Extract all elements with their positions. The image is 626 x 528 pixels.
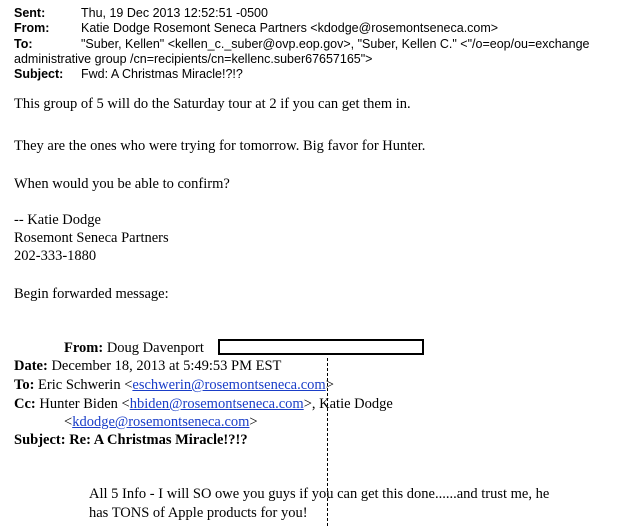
fwd-from-row bbox=[64, 340, 204, 357]
fwd-cc-row bbox=[14, 396, 393, 413]
fwd-date-row bbox=[14, 358, 281, 375]
to-label: To: bbox=[14, 37, 33, 51]
fwd-to-name: Eric Schwerin < bbox=[38, 377, 133, 393]
from-row bbox=[14, 21, 498, 35]
fwd-from-label: From: bbox=[64, 340, 104, 356]
forwarded-intro: Begin forwarded message: bbox=[14, 286, 169, 302]
sent-value: Thu, 19 Dec 2013 12:52:51 -0500 bbox=[81, 6, 268, 20]
fwd-cc-row-continued bbox=[64, 414, 258, 431]
signature-company: Rosemont Seneca Partners bbox=[14, 230, 169, 246]
fwd-cc-email2-link[interactable]: kdodge@rosemontseneca.com bbox=[72, 414, 250, 430]
subject-value: Fwd: A Christmas Miracle!?!? bbox=[81, 67, 243, 81]
sent-label: Sent: bbox=[14, 6, 46, 20]
fwd-date-value: December 18, 2013 at 5:49:53 PM EST bbox=[51, 358, 282, 374]
fwd-from-value: Doug Davenport bbox=[106, 340, 204, 356]
body-paragraph-1: This group of 5 will do the Saturday tour at 2 if you can get them in. bbox=[14, 96, 411, 112]
fwd-cc-label: Cc: bbox=[14, 396, 36, 412]
fwd-to-email-link[interactable]: eschwerin@rosemontseneca.com bbox=[132, 377, 326, 393]
to-row-continued bbox=[14, 52, 372, 66]
signature-phone: 202-333-1880 bbox=[14, 248, 97, 264]
from-label: From: bbox=[14, 21, 50, 35]
body-paragraph-3: When would you be able to confirm? bbox=[14, 176, 230, 192]
fwd-subject-row bbox=[14, 432, 248, 449]
fwd-date-label: Date: bbox=[14, 358, 48, 374]
fwd-message-line-2: has TONS of Apple products for you! bbox=[89, 505, 308, 521]
to-row bbox=[14, 37, 590, 51]
to-value: "Suber, Kellen" <kellen_c._suber@ovp.eop.gov>, "Suber, Kellen C." <"/o=eop/ou=exchange bbox=[81, 37, 590, 51]
body-paragraph-2: They are the ones who were trying for tomorrow. Big favor for Hunter. bbox=[14, 138, 426, 154]
fwd-to-row bbox=[14, 377, 334, 394]
fwd-cc-close2: > bbox=[249, 414, 258, 430]
fwd-subject-label: Subject: bbox=[14, 432, 66, 448]
fwd-cc-open2: < bbox=[64, 414, 73, 430]
subject-label: Subject: bbox=[14, 67, 64, 81]
fwd-to-close: > bbox=[325, 377, 334, 393]
from-value: Katie Dodge Rosemont Seneca Partners <kdodge@rosemontseneca.com> bbox=[81, 21, 499, 35]
signature-name: -- Katie Dodge bbox=[14, 212, 101, 228]
dashed-marker-line bbox=[327, 358, 328, 526]
fwd-to-label: To: bbox=[14, 377, 35, 393]
redaction-box bbox=[218, 339, 424, 355]
sent-row bbox=[14, 6, 268, 20]
fwd-cc-email1-link[interactable]: hbiden@rosemontseneca.com bbox=[129, 396, 304, 412]
fwd-message-line-1: All 5 Info - I will SO owe you guys if you can get this done......and trust me, he bbox=[89, 486, 550, 502]
to-value-cont: administrative group /cn=recipients/cn=kellenc.suber67657165"> bbox=[14, 52, 373, 66]
fwd-subject-value: Re: A Christmas Miracle!?!? bbox=[69, 432, 248, 448]
fwd-cc-mid: >, Katie Dodge bbox=[303, 396, 393, 412]
subject-row bbox=[14, 67, 243, 81]
fwd-cc-name1: Hunter Biden < bbox=[39, 396, 130, 412]
